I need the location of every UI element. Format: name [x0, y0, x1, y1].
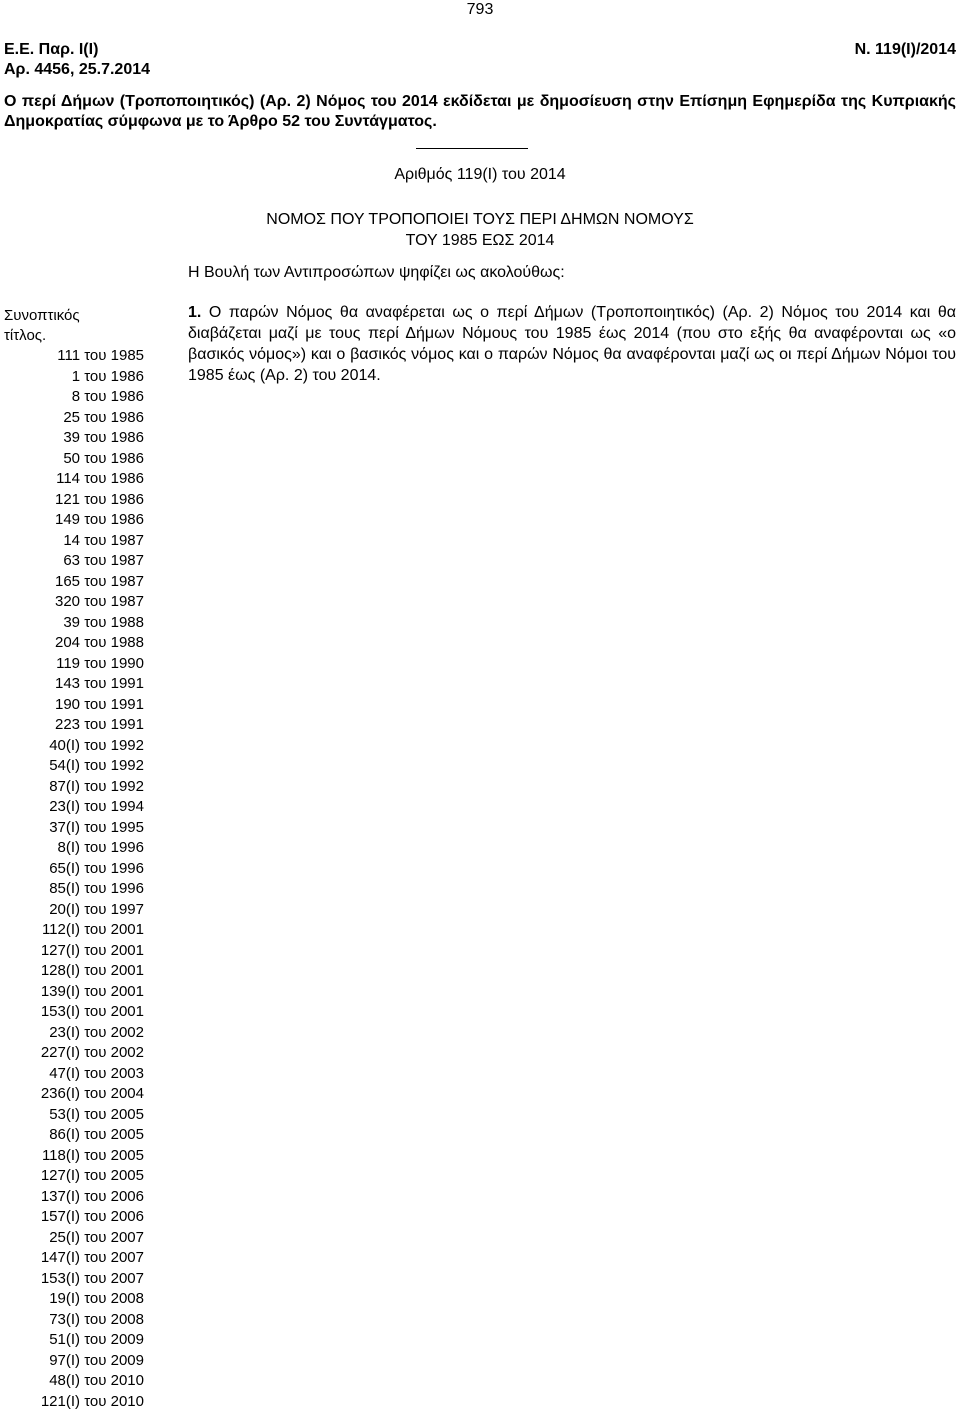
gazette-part: Ε.Ε. Παρ. Ι(Ι) [4, 41, 99, 58]
amendment-item: 153(Ι) του 2001 [40, 1003, 144, 1020]
amendment-item: 128(Ι) του 2001 [40, 962, 144, 979]
amendment-item: 149 του 1986 [55, 511, 144, 528]
amendment-item: 25 του 1986 [63, 408, 144, 426]
amendment-item: 19(Ι) του 2008 [49, 1290, 144, 1307]
amendment-item: 65(Ι) του 1996 [49, 859, 144, 877]
law-title [0, 209, 960, 251]
amendment-item: 119 του 1990 [56, 654, 144, 672]
amendment-item: 73(Ι) του 2008 [49, 1310, 144, 1328]
law-number: Αριθμός 119(Ι) του 2014 [394, 166, 566, 183]
amendment-item: 137(Ι) του 2006 [40, 1187, 144, 1205]
law-title-line-1: ΝΟΜΟΣ ΠΟΥ ΤΡΟΠΟΠΟΙΕΙ ΤΟΥΣ ΠΕΡΙ ΔΗΜΩΝ ΝΟΜΟΥΣ [266, 211, 694, 228]
amendment-item: 190 του 1991 [55, 695, 144, 713]
amendment-item: 118(Ι) του 2005 [41, 1146, 144, 1164]
amendment-item: 320 του 1987 [55, 593, 144, 610]
amendment-item: 25(Ι) του 2007 [49, 1228, 144, 1246]
gazette-reference [4, 40, 150, 80]
amendment-item: 39 του 1988 [63, 613, 144, 631]
amendment-item: 114 του 1986 [56, 470, 144, 487]
amendment-item: 47(Ι) του 2003 [49, 1064, 144, 1082]
amendment-item: 23(Ι) του 1994 [49, 798, 144, 815]
amendment-item: 39 του 1986 [63, 429, 144, 446]
amendment-item: 87(Ι) του 1992 [49, 777, 144, 795]
margin-notes [4, 306, 144, 1412]
amendment-item: 1 του 1986 [71, 367, 144, 385]
margin-title-line-1: Συνοπτικός [4, 307, 80, 324]
amendment-item: 157(Ι) του 2006 [40, 1208, 144, 1225]
amendment-item: 37(Ι) του 1995 [49, 818, 144, 836]
amendment-item: 48(Ι) του 2010 [49, 1372, 144, 1389]
amendment-item: 112(Ι) του 2001 [41, 921, 144, 938]
amendment-item: 127(Ι) του 2005 [40, 1167, 144, 1184]
amendment-item: 23(Ι) του 2002 [49, 1023, 144, 1041]
amendment-item: 139(Ι) του 2001 [40, 982, 144, 1000]
amendment-item: 54(Ι) του 1992 [49, 757, 144, 774]
section-text: Ο παρών Νόμος θα αναφέρεται ως ο περί Δήμων (Τροποποιητικός) (Αρ. 2) Νόμος του 2014 και θα διαβάζεται μαζί με τους περί Δήμων Νόμους του 1985 έως 2014 (που στο εξής θα αναφέρονται ως «ο βασικός νόμος») και ο βασικός νόμος και ο παρών Νόμος θα αναφέρονται μαζί ως οι περί Δήμων Νόμοι του 1985 έως (Αρ. 2) του 2014. [188, 304, 956, 384]
amendment-item: 165 του 1987 [55, 572, 144, 590]
law-reference: Ν. 119(Ι)/2014 [854, 41, 956, 58]
amendment-item: 14 του 1987 [63, 531, 144, 549]
amendment-item: 227(Ι) του 2002 [40, 1044, 144, 1061]
amendment-item: 153(Ι) του 2007 [40, 1269, 144, 1287]
amendment-item: 53(Ι) του 2005 [49, 1105, 144, 1123]
separator-line [416, 148, 528, 149]
amendment-item: 86(Ι) του 2005 [49, 1126, 144, 1143]
page-number: 793 [466, 1, 494, 18]
amendment-item: 63 του 1987 [63, 552, 144, 569]
margin-title-line-2: τίτλος. [4, 327, 47, 344]
enacting-clause: Η Βουλή των Αντιπροσώπων ψηφίζει ως ακολούθως: [188, 264, 565, 281]
amendment-item: 236(Ι) του 2004 [40, 1085, 144, 1102]
law-title-line-2: ΤΟΥ 1985 ΕΩΣ 2014 [405, 232, 555, 249]
amendment-item: 223 του 1991 [55, 716, 144, 733]
amendment-item: 8 του 1986 [71, 388, 144, 405]
amendment-item: 121 του 1986 [55, 490, 144, 508]
amendment-item: 51(Ι) του 2009 [49, 1331, 144, 1348]
amendment-item: 40(Ι) του 1992 [49, 736, 144, 754]
amendment-list [4, 346, 144, 1412]
publication-note: Ο περί Δήμων (Τροποποιητικός) (Αρ. 2) Νόμος του 2014 εκδίδεται με δημοσίευση στην Επίσημη Εφημερίδα της Κυπριακής Δημοκρατίας σύμφωνα με το Άρθρο 52 του Συντάγματος. [4, 93, 956, 130]
amendment-item: 97(Ι) του 2009 [49, 1351, 144, 1369]
gazette-issue-date: Αρ. 4456, 25.7.2014 [4, 61, 151, 78]
amendment-item: 85(Ι) του 1996 [49, 880, 144, 897]
amendment-item: 204 του 1988 [55, 634, 144, 651]
amendment-item: 147(Ι) του 2007 [40, 1249, 144, 1266]
amendment-item: 127(Ι) του 2001 [40, 941, 144, 959]
section-number: 1. [188, 304, 202, 321]
section-1 [188, 302, 956, 386]
amendment-item: 121(Ι) του 2010 [40, 1392, 144, 1410]
amendment-item: 111 του 1985 [57, 347, 144, 364]
amendment-item: 50 του 1986 [63, 449, 144, 467]
amendment-item: 143 του 1991 [55, 675, 144, 692]
amendment-item: 20(Ι) του 1997 [49, 900, 144, 918]
amendment-item: 8(Ι) του 1996 [57, 839, 144, 856]
